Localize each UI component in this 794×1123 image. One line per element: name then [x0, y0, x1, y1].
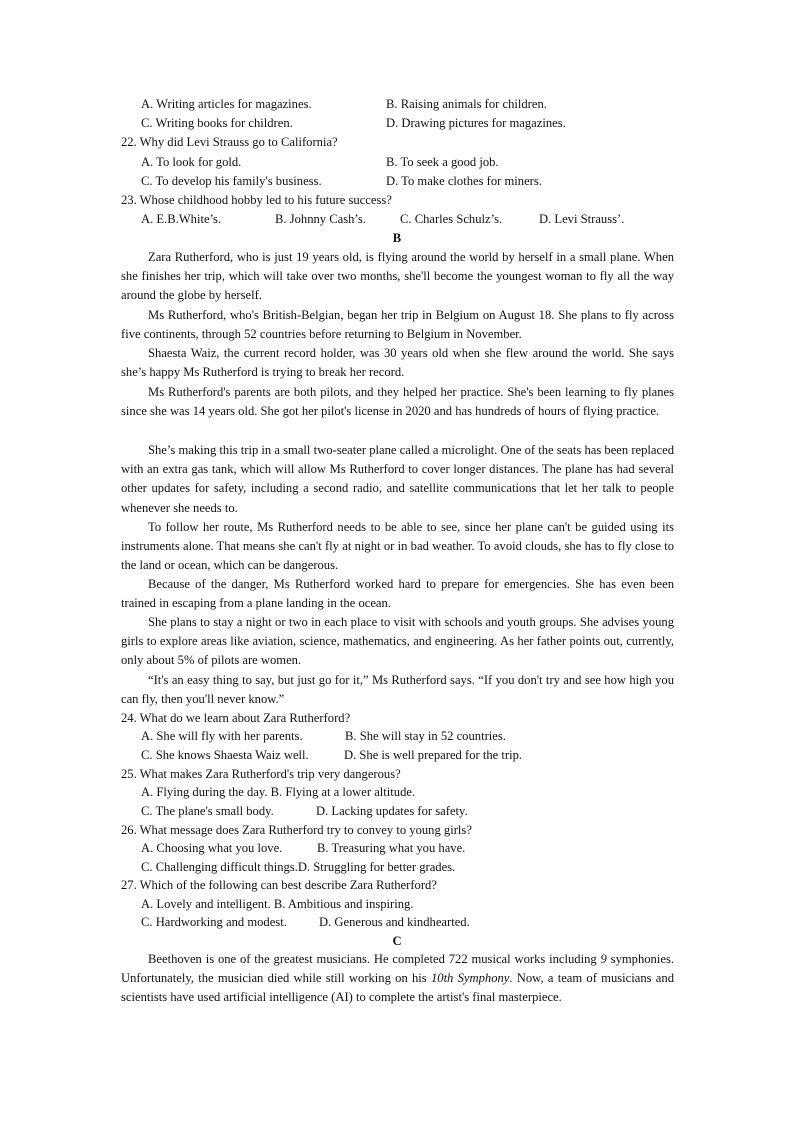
q26-option-a: A. Choosing what you love.: [141, 841, 283, 855]
section-c-heading: C: [392, 934, 402, 948]
q24-option-d: D. She is well prepared for the trip.: [344, 748, 523, 762]
section-b-paragraph-1: Zara Rutherford, who is just 19 years old, is flying around the world by herself in a small plane. When she finishes her trip, which will take over two months, she'll become the youngest woman to fly all the way around the globe by herself.: [121, 250, 674, 303]
section-b-heading: B: [392, 231, 402, 245]
q22-option-b: B. To seek a good job.: [386, 155, 499, 169]
q22-option-d: D. To make clothes for miners.: [386, 174, 542, 188]
section-b-paragraph-2: Ms Rutherford, who's British-Belgian, began her trip in Belgium on August 18. She plans to fly across five continents, through 52 countries before returning to Belgium in November.: [121, 308, 674, 342]
q23-option-b: B. Johnny Cash’s.: [275, 212, 366, 226]
q22-stem: 22. Why did Levi Strauss go to California?: [121, 135, 338, 149]
section-c-work-title: 10th Symphony: [430, 971, 510, 986]
q21-option-d: D. Drawing pictures for magazines.: [386, 116, 566, 130]
q26-option-cd: C. Challenging difficult things.D. Struggling for better grades.: [141, 860, 456, 874]
q27-option-ab: A. Lovely and intelligent. B. Ambitious and inspiring.: [141, 897, 414, 911]
q25-option-c: C. The plane's small body.: [141, 804, 274, 818]
section-b-paragraph-7: Because of the danger, Ms Rutherford worked hard to prepare for emergencies. She has even been trained in escaping from a plane landing in the ocean.: [121, 577, 674, 611]
q25-option-ab: A. Flying during the day. B. Flying at a lower altitude.: [141, 785, 416, 799]
q27-stem: 27. Which of the following can best describe Zara Rutherford?: [121, 878, 437, 892]
section-c-paragraph-1: [121, 950, 674, 1008]
q26-stem: 26. What message does Zara Rutherford try to convey to young girls?: [121, 823, 472, 837]
section-b-paragraph-3: Shaesta Waiz, the current record holder, was 30 years old when she flew around the world. She says she’s happy Ms Rutherford is trying to break her record.: [121, 346, 674, 380]
q21-option-c: C. Writing books for children.: [141, 116, 293, 130]
q26-option-b: B. Treasuring what you have.: [317, 841, 466, 855]
q24-option-a: A. She will fly with her parents.: [141, 729, 303, 743]
q22-option-c: C. To develop his family's business.: [141, 174, 322, 188]
section-b-paragraph-8: She plans to stay a night or two in each place to visit with schools and youth groups. She advises young girls to explore areas like aviation, science, mathematics, and engineering. As her father points out, currently, only about 5% of pilots are women.: [121, 615, 674, 668]
section-c-text-3: . Now, a team of musicians and scientists have used artificial intelligence (AI) to complete the artist's final masterpiece.: [121, 971, 674, 1005]
q21-option-a: A. Writing articles for magazines.: [141, 97, 312, 111]
q23-option-a: A. E.B.White’s.: [141, 212, 222, 226]
q24-option-b: B. She will stay in 52 countries.: [345, 729, 506, 743]
q22-option-a: A. To look for gold.: [141, 155, 242, 169]
q25-option-d: D. Lacking updates for safety.: [316, 804, 468, 818]
section-b-paragraph-5: She’s making this trip in a small two-seater plane called a microlight. One of the seats has been replaced with an extra gas tank, which will allow Ms Rutherford to cover longer distances. The plane has had several other updates for safety, including a second radio, and satellite communications that let her talk to people whenever she needs to.: [121, 443, 674, 515]
section-b-paragraph-9: “It's an easy thing to say, but just go for it,” Ms Rutherford says. “If you don't try and see how high you can fly, then you'll never know.”: [121, 673, 674, 707]
q23-option-c: C. Charles Schulz’s.: [400, 212, 503, 226]
section-b-paragraph-6: To follow her route, Ms Rutherford needs to be able to see, since her plane can't be guided using its instruments alone. That means she can't fly at night or in bad weather. To avoid clouds, she has to fly close to the land or ocean, which can be dangerous.: [121, 520, 674, 573]
q24-option-c: C. She knows Shaesta Waiz well.: [141, 748, 309, 762]
q27-option-d: D. Generous and kindhearted.: [319, 915, 470, 929]
section-b-paragraph-4: Ms Rutherford's parents are both pilots, and they helped her practice. She's been learning to fly planes since she was 14 years old. She got her pilot's license in 2020 and has hundreds of hours of flying practice.: [121, 385, 674, 419]
q21-option-b: B. Raising animals for children.: [386, 97, 547, 111]
section-c-symphony-count: 9: [600, 952, 607, 966]
q23-option-d: D. Levi Strauss’.: [539, 212, 625, 226]
q27-option-c: C. Hardworking and modest.: [141, 915, 287, 929]
q23-stem: 23. Whose childhood hobby led to his future success?: [121, 193, 392, 207]
section-c-text-2: symphonies. Unfortunately, the musician died while still working on his: [121, 952, 674, 986]
section-c-text-1: Beethoven is one of the greatest musicians. He completed 722 musical works including: [148, 952, 601, 966]
q25-stem: 25. What makes Zara Rutherford's trip very dangerous?: [121, 767, 401, 781]
q24-stem: 24. What do we learn about Zara Rutherford?: [121, 711, 351, 725]
